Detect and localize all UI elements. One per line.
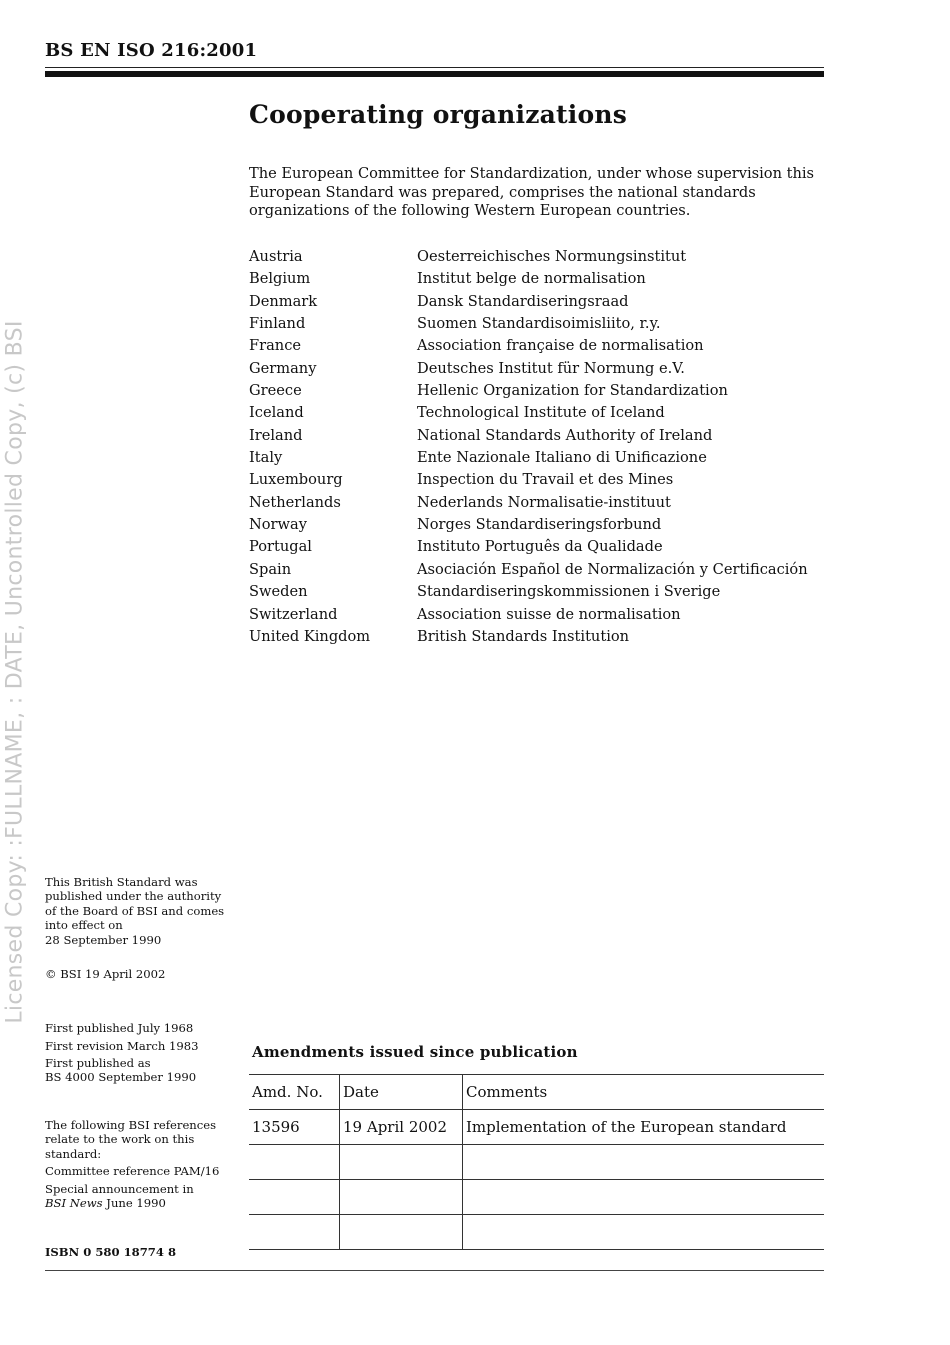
country-name: United Kingdom — [249, 627, 371, 645]
country-name: Denmark — [249, 292, 318, 310]
date-cell — [340, 1215, 463, 1250]
first-published-as-line: BS 4000 September 1990 — [45, 1070, 197, 1085]
organization-name: Inspection du Travail et des Mines — [417, 471, 674, 489]
organization-row — [249, 403, 839, 425]
organization-row — [249, 314, 839, 336]
organization-row — [249, 582, 839, 604]
organization-row — [249, 493, 839, 515]
comments-cell — [463, 1215, 825, 1250]
country-name: Italy — [249, 449, 283, 467]
organization-name: Nederlands Normalisatie-instituut — [417, 493, 671, 511]
announcement-source — [45, 1196, 230, 1210]
organization-row — [249, 515, 839, 537]
organization-name: British Standards Institution — [417, 627, 630, 645]
organization-name: Standardiseringskommissionen i Sverige — [417, 583, 721, 601]
amd-no-cell — [249, 1180, 340, 1215]
organization-row — [249, 448, 839, 470]
bsi-references — [45, 1118, 230, 1210]
isbn: ISBN 0 580 18774 8 — [45, 1245, 177, 1259]
date-cell — [340, 1180, 463, 1215]
organization-row — [249, 426, 839, 448]
comments-cell — [463, 1180, 825, 1215]
country-name: Switzerland — [249, 605, 338, 623]
authority-line: of the Board of BSI and comes — [45, 903, 225, 918]
country-name: Netherlands — [249, 493, 341, 511]
amd-no-cell — [249, 1215, 340, 1250]
organization-name: Hellenic Organization for Standardization — [417, 382, 728, 400]
country-name: Austria — [249, 248, 303, 265]
organization-name: Association suisse de normalisation — [417, 605, 681, 623]
committee-reference: Committee reference PAM/16 — [45, 1164, 220, 1179]
intro-paragraph: The European Committee for Standardization, under whose supervision this European Standard was prepared, comprises the national standards organizations of the following Western European countries. — [249, 165, 815, 219]
country-name: Sweden — [249, 583, 308, 601]
organization-name: Instituto Português da Qualidade — [417, 538, 663, 556]
date-header: Date — [340, 1075, 463, 1110]
amd-no-cell: 13596 — [249, 1110, 340, 1145]
organization-name: Deutsches Institut für Normung e.V. — [417, 359, 685, 377]
authority-line: This British Standard was — [45, 875, 198, 889]
authority-note — [45, 875, 230, 947]
first-published: First published July 1968 — [45, 1021, 194, 1035]
organization-name: Dansk Standardiseringsraad — [417, 292, 629, 310]
announcement-date: June 1990 — [102, 1196, 166, 1211]
header-rule-thick — [45, 71, 824, 77]
comments-cell: Implementation of the European standard — [463, 1110, 825, 1145]
copyright-notice — [45, 967, 230, 981]
amendment-row — [249, 1215, 824, 1250]
organization-name: National Standards Authority of Ireland — [417, 426, 713, 444]
organization-name: Institut belge de normalisation — [417, 270, 646, 288]
country-name: Luxembourg — [249, 471, 343, 489]
organization-row — [249, 627, 839, 649]
license-watermark: Licensed Copy: :FULLNAME, : DATE, Uncontrolled Copy, (c) BSI — [2, 320, 28, 1024]
amendments-header-row — [249, 1075, 824, 1110]
organization-name: Association française de normalisation — [417, 337, 704, 355]
country-name: Finland — [249, 315, 306, 333]
amendments-title: Amendments issued since publication — [252, 1043, 578, 1061]
amendment-row — [249, 1110, 824, 1145]
footer-rule — [45, 1270, 824, 1271]
amendments-table — [249, 1074, 824, 1250]
first-published-as — [45, 1056, 230, 1085]
country-name: Iceland — [249, 404, 304, 422]
organization-name: Suomen Standardisoimisliito, r.y. — [417, 315, 661, 333]
page-title: Cooperating organizations — [249, 100, 627, 129]
organization-row — [249, 381, 839, 403]
country-name: Ireland — [249, 426, 303, 444]
organization-row — [249, 560, 839, 582]
standard-code: BS EN ISO 216:2001 — [45, 40, 258, 61]
references-intro-line: standard: — [45, 1146, 102, 1161]
organizations-list — [249, 247, 839, 649]
organization-row — [249, 292, 839, 314]
references-intro-line: The following BSI references — [45, 1118, 217, 1132]
special-announcement: Special announcement in — [45, 1181, 194, 1196]
organization-row — [249, 359, 839, 381]
country-name: Belgium — [249, 270, 311, 288]
organization-name: Asociación Español de Normalización y Certificación — [417, 560, 808, 578]
first-revision: First revision March 1983 — [45, 1039, 199, 1053]
organization-row — [249, 470, 839, 492]
organization-row — [249, 537, 839, 559]
bsi-news-title: BSI News — [45, 1196, 103, 1211]
country-name: Spain — [249, 560, 292, 578]
country-name: Norway — [249, 516, 307, 534]
date-cell: 19 April 2002 — [340, 1110, 463, 1145]
country-name: Greece — [249, 382, 302, 400]
amd-no-header: Amd. No. — [249, 1075, 340, 1110]
organization-row — [249, 336, 839, 358]
authority-line: into effect on — [45, 918, 123, 933]
organization-name: Technological Institute of Iceland — [417, 404, 665, 422]
organization-row — [249, 247, 839, 269]
comments-cell — [463, 1145, 825, 1180]
country-name: France — [249, 337, 302, 355]
organization-name: Ente Nazionale Italiano di Unificazione — [417, 449, 707, 467]
comments-header: Comments — [463, 1075, 825, 1110]
country-name: Portugal — [249, 538, 312, 556]
organization-row — [249, 605, 839, 627]
publication-history — [45, 1019, 230, 1085]
copyright-text: © BSI 19 April 2002 — [45, 967, 166, 981]
effective-date: 28 September 1990 — [45, 932, 162, 947]
first-published-as-line: First published as — [45, 1056, 151, 1070]
amendment-row — [249, 1180, 824, 1215]
organization-row — [249, 269, 839, 291]
country-name: Germany — [249, 359, 317, 377]
organization-name: Norges Standardiseringsforbund — [417, 516, 662, 534]
amd-no-cell — [249, 1145, 340, 1180]
references-intro-line: relate to the work on this — [45, 1132, 195, 1147]
authority-line: published under the authority — [45, 889, 222, 904]
date-cell — [340, 1145, 463, 1180]
header-rule-thin — [45, 67, 824, 68]
organization-name: Oesterreichisches Normungsinstitut — [417, 248, 687, 265]
amendment-row — [249, 1145, 824, 1180]
